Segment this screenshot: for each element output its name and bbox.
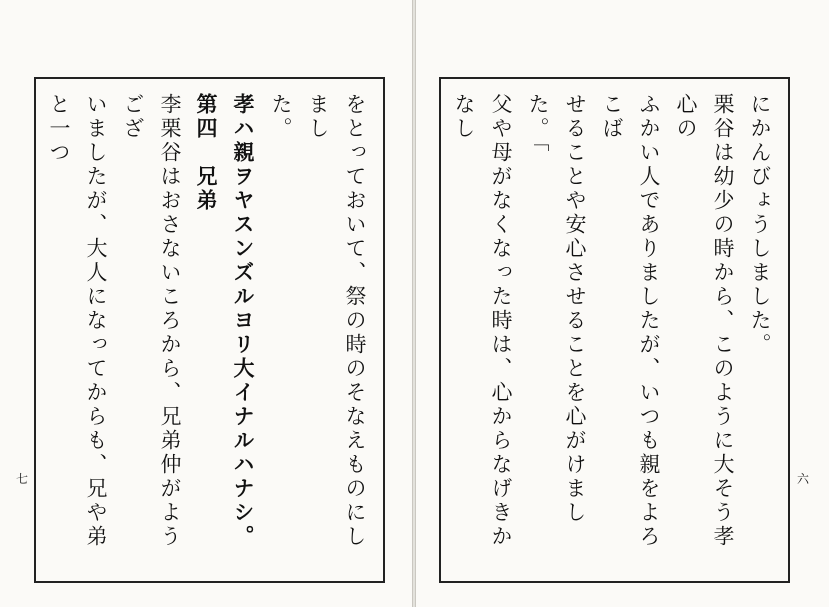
right-text-block (451, 93, 778, 571)
right-line-1: にかんびょうしました。 (748, 93, 772, 357)
chapter-heading: 第四 兄弟 (194, 93, 219, 213)
left-page (0, 0, 412, 607)
right-text-frame (439, 77, 790, 583)
right-line-3: ふかい人でありましたが、いつも親をよろこば (600, 93, 661, 549)
right-line-5: 父や母がなくなった時は、心からなげきかなし (452, 93, 513, 549)
left-text-block (46, 93, 373, 571)
left-text-frame (34, 77, 385, 583)
left-line-5: 李栗谷はおさないころから、兄弟仲がようござ (121, 93, 182, 549)
left-line-1: をとっておいて、祭の時のそなえものにしまし (306, 93, 367, 549)
left-line-3: 孝ハ親ヲヤスンズルヨリ大イナルハナシ。 (231, 93, 256, 549)
right-page-number: 六 (797, 472, 810, 486)
left-line-2: た。 (269, 93, 293, 141)
left-page-number: 七 (16, 472, 29, 486)
left-line-6: いましたが、大人になってからも、兄や弟と一つ (47, 93, 108, 549)
right-line-4: せることや安心させることを心がけました。「 (526, 93, 587, 525)
right-line-2: 栗谷は幼少の時から、このように大そう孝心の (674, 93, 735, 549)
